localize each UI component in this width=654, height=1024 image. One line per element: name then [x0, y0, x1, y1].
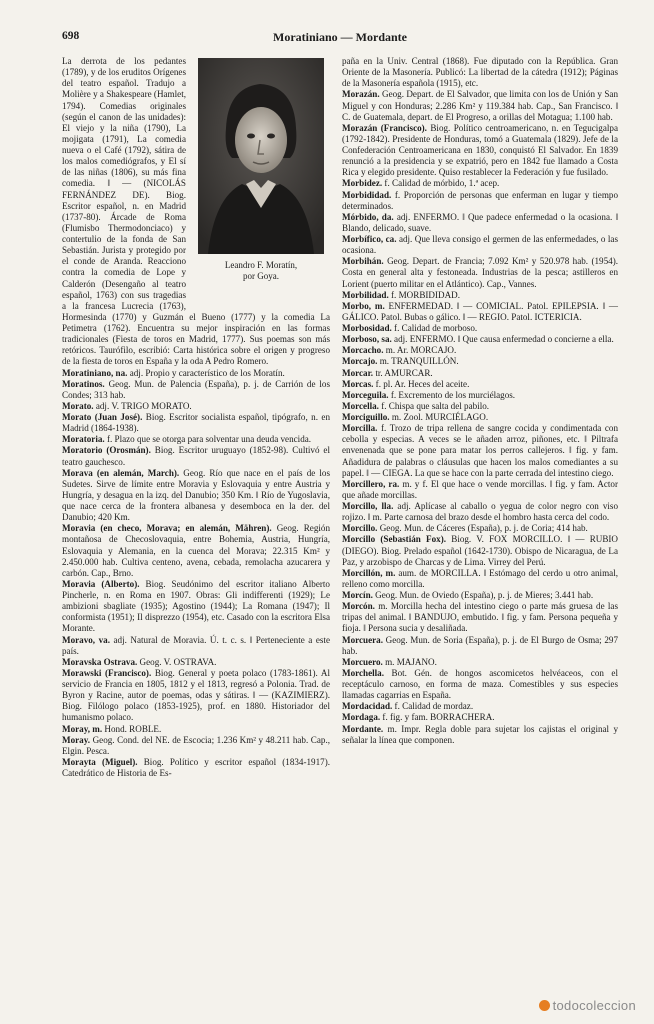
- entry-morbosidad: Morbosidad. f. Calidad de morboso.: [342, 323, 478, 333]
- entry-morcella: Morcella. f. Chispa que salta del pabilo.: [342, 400, 490, 411]
- page-header: [62, 30, 618, 48]
- headword: Morceguila.: [342, 389, 389, 400]
- headword: Morcuera.: [342, 634, 383, 645]
- watermark-text: todocoleccion: [552, 998, 636, 1013]
- entry-text: paña en la Univ. Central (1868). Fue diputado con la República. Gran Oriente de la Masonería. Publicó: La libertad de la cátedra (1912); Páginas de la Masonería española (1915), etc.: [342, 56, 618, 89]
- headword: Moray, m.: [62, 723, 103, 734]
- entry-morcillo-geog: Morcillo. Geog. Mun. de Cáceres (España), p. j. de Coria; 414 hab.: [342, 523, 588, 534]
- entry-moravska-ostrava: Moravska Ostrava. Geog. V. OSTRAVA.: [62, 656, 217, 667]
- headword: Morato.: [62, 400, 94, 411]
- headword: Moratorio (Orosmán).: [62, 445, 151, 456]
- headword: Moratiniano, na.: [62, 367, 128, 378]
- entry-morcillero: Morcillero, ra. m. y f. El que hace o vende morcillas. ‖ fig. y fam. Actor que añade morcillas.: [342, 478, 618, 500]
- page-number: 698: [62, 30, 80, 42]
- entry-morbo: Morbo, m. ENFERMEDAD. ‖ — COMICIAL. Patol. EPILEPSIA. ‖ — GÁLICO. Patol. Bubas o gálico. ‖ — REGIO. Patol. ICTERICIA.: [342, 300, 618, 322]
- running-head: Moratiniano — Mordante: [273, 30, 407, 44]
- entry-morbidez: Morbidez. f. Calidad de mórbido, 1.ª acep.: [342, 178, 500, 189]
- headword: Morcín.: [342, 590, 373, 600]
- entry-morayta: Morayta (Miguel). Biog. Político y escritor español (1834-1917). Catedrático de Historia de Es-: [62, 756, 330, 778]
- headword: Morcuero.: [342, 656, 383, 667]
- entry-morbido: Mórbido, da. adj. ENFERMO. ‖ Que padece enfermedad o la ocasiona. ‖ Blando, delicado, suave.: [342, 211, 619, 233]
- entry-mordacidad: Mordacidad. f. Calidad de mordaz.: [342, 701, 474, 712]
- headword: Morazán.: [342, 89, 380, 100]
- entry-morcar: Morcar. tr. AMURCAR.: [342, 367, 433, 378]
- headword: Morbífico, ca.: [342, 234, 397, 244]
- entry-moravia: Moravia (en checo, Morava; en alemán, Mähren). Geog. Región montañosa de Checoslovaquia, entre Bohemia, Austria, Hungría, Eslovaquia y Alemania, en la cuenca del Morava; 22.315 Km² y 2.450.000 hab. Cultiva centeno, avena, cebada, remolacha azucarera y carbón. Cap., Brno.: [62, 523, 331, 578]
- caption-line-2: por Goya.: [243, 271, 279, 281]
- entry-text: La derrota de los pedantes (1789), y de los eruditos Orígenes del teatro español. Tradujo a Molière y a Shakespeare (Hamlet, 1794). Comedias originales (según el canon de las unidades): El viejo y la niña (1790), La mojigata (1791), La comedia nueva o el Café (1792), sátira de los malos comediógrafos, y El sí de las niñas (1806), su más fina comedia. ‖ — (NICOLÁS FERNÁNDEZ DE). Biog. Escritor español, n. en Madrid (1737-80). Árcade de Roma (Flumisbo Thermodonciaco) y contertulio de la fonda de San Sebastián. Jurista y protegido por el conde de Aranda. Reacciono contra la comedia de Lope y Calderón (Desengaño al teatro español, 1763) con sus tragedias a la francesa Lucrecia (1763), Hormesinda (1770) y Guzmán el Bueno (1777) y la comedia La Petimetra (1762). Encuentra su mejor inspiración en las formas tradicionales (Fiesta de toros en Madrid, 1777). Sus poemas son más retóricos. Taurófilo, escribió: Carta histórica sobre el origen y progreso de la fiesta de toros en España y la oda A Pedro Romero.: [62, 56, 330, 367]
- entry-morbilidad: Morbilidad. f. MORBIDIDAD.: [342, 289, 460, 300]
- entry-morbihan: Morbihán. Geog. Depart. de Francia; 7.092 Km² y 520.978 hab. (1954). Costa en general alta y festoneada. Industrias de la pesca; astilleros en Lorient (puerto militar en el Atlántico). Cap., Vannes.: [342, 256, 618, 289]
- portrait-image: [198, 58, 324, 254]
- portrait-caption: [192, 260, 330, 282]
- entry-morazan-geog: Morazán. Geog. Depart. de El Salvador, que limita con los de Unión y San Miguel y con Honduras; 2.286 Km² y 119.384 hab. Cap., San Francisco. ‖ C. de Guatemala, depart. de El Progreso, a orillas del Motagua; 1.100 hab.: [342, 89, 618, 122]
- entry-moray-hond: Moray, m. Hond. ROBLE.: [62, 723, 162, 734]
- entry-morato: Morato. adj. V. TRIGO MORATO.: [62, 400, 192, 411]
- entry-moratoria: Moratoria. f. Plazo que se otorga para solventar una deuda vencida.: [62, 434, 312, 445]
- entry-morcas: Morcas. f. pl. Ar. Heces del aceite.: [342, 378, 470, 389]
- entry-moratorio: Moratorio (Orosmán). Biog. Escritor uruguayo (1852-98). Cultivó el teatro gauchesco.: [62, 445, 330, 467]
- headword: Morawski (Francisco).: [62, 667, 152, 678]
- headword: Morcillo.: [342, 523, 378, 534]
- headword: Morcillero, ra.: [342, 478, 400, 489]
- entry-morbididad: Morbididad. f. Proporción de personas que enferman en lugar y tiempo determinados.: [342, 189, 618, 211]
- entry-morceguila: Morceguila. f. Excremento de los murciélagos.: [342, 389, 516, 400]
- right-column: [342, 56, 618, 746]
- headword: Mordacidad.: [342, 701, 393, 712]
- entry-morboso: Morboso, sa. adj. ENFERMO. ‖ Que causa enfermedad o concierne a ella.: [342, 334, 614, 345]
- entry-mordante: Mordante. m. Impr. Regla doble para sujetar los cajistas el original y señalar la línea que componen.: [342, 723, 618, 745]
- entry-morcillo-sebastian: Morcillo (Sebastián Fox). Biog. V. FOX MORCILLO. ‖ — RUBIO (DIEGO). Biog. Prelado español (1642-1730). Obispo de Nicaragua, de La Paz, y arzobispo de Charcas y de Lima. Virrey del Perú.: [342, 534, 618, 567]
- headword: Morcilla.: [342, 423, 378, 434]
- headword: Moratoria.: [62, 434, 105, 445]
- entry-moray-geog: Moray. Geog. Cond. del NE. de Escocia; 1.236 Km² y 48.211 hab. Cap., Elgin. Pesca.: [62, 734, 330, 756]
- headword: Morciguillo.: [342, 412, 390, 422]
- footer: [0, 994, 654, 1024]
- entry-moratiniano: Moratiniano, na. adj. Propio y característico de los Moratín.: [62, 367, 285, 378]
- left-column: [62, 56, 330, 779]
- headword: Morcar.: [342, 367, 374, 378]
- headword: Morbosidad.: [342, 323, 392, 333]
- headword: Moray.: [62, 734, 91, 745]
- entry-morcin: Morcín. Geog. Mun. de Oviedo (España), p. j. de Mieres; 3.441 hab.: [342, 590, 594, 600]
- entry-morcacho: Morcacho. m. Ar. MORCAJO.: [342, 345, 457, 356]
- portrait-illustration: [198, 58, 324, 254]
- headword: Moravia (Alberto).: [62, 578, 140, 589]
- headword: Mórbido, da.: [342, 211, 394, 222]
- entry-morcon: Morcón. m. Morcilla hecha del intestino ciego o parte más gruesa de las tripas del animal. ‖ BANDUJO, embutido. ‖ fig. y fam. Persona pequeña y fioja. ‖ Persona sucia y desaliñada.: [342, 601, 618, 634]
- entry-morcuera: Morcuera. Geog. Mun. de Soria (España), p. j. de El Burgo de Osma; 297 hab.: [342, 634, 618, 656]
- entry-morava: Morava (en alemán, March). Geog. Río que nace en el país de los Sudetes. Sirve de límite entre Moravia y Eslovaquia y entre Austria y Hungría, y desagua en la izq. del Danubio; 350 Km. ‖ Río de Yugoslavia, que nace cerca de la frontera albanesa y desemboca en la der. del Danubio; 420 Km.: [62, 467, 330, 523]
- entry-morazan-francisco: Morazán (Francisco). Biog. Político centroamericano, n. en Tegucigalpa (1792-1842). Presidente de Honduras, tomó a Guatemala (1829). Jefe de la Confederación Centroamericana en 1830, conquistó El Salvador. En 1839 renunció a la presidencia y se expatrió, pero en 1842 fue llamado a Costa Rica y elegido presidente. Quiso restablecer la Federación y fue fusilado.: [342, 122, 618, 178]
- headword: Morcajo.: [342, 356, 378, 367]
- entry-morcilla: Morcilla. f. Trozo de tripa rellena de sangre cocida y condimentada con cebolla y especias. A veces se le añaden arroz, piñones, etc. ‖ Piltrafa envenenada que se pone para matar los perros callejeros. ‖ fig. y fam. Añadidura de palabras o cláusulas que hacen los malos comediantes a su papel. ‖ — CIEGA. La que se hace con la parte cerrada del intestino ciego.: [342, 423, 618, 478]
- headword: Morayta (Miguel).: [62, 756, 138, 767]
- headword: Morcacho.: [342, 345, 384, 356]
- entry-moravia-alberto: Moravia (Alberto). Biog. Seudónimo del escritor italiano Alberto Pincherle, n. en Roma en 1907. Obras: Gli indifferenti (1929); Le ambizioni sbagliate (1935); Agostino (1944); La Romana (1947); Il conformista (1951); Il disprezzo (1954), etc. Casado con la escritora Elsa Morante.: [62, 578, 330, 634]
- entry-morbifico: Morbífico, ca. adj. Que lleva consigo el germen de las enfermedades, o las ocasiona.: [342, 234, 618, 256]
- headword: Morcón.: [342, 601, 375, 612]
- headword: Morbihán.: [342, 256, 384, 267]
- headword: Morboso, sa.: [342, 334, 392, 345]
- entry-morciguillo: Morciguillo. m. Zool. MURCIÉLAGO.: [342, 412, 489, 422]
- entry-moravo: Moravo, va. adj. Natural de Moravia. Ú. t. c. s. ‖ Perteneciente a este país.: [62, 634, 330, 656]
- entry-morcillo-adj: Morcillo, lla. adj. Aplícase al caballo o yegua de color negro con viso rojizo. ‖ m. Parte carnosa del brazo desde el hombro hasta cerca del codo.: [342, 501, 618, 523]
- entry-morawski: Morawski (Francisco). Biog. General y poeta polaco (1783-1861). Al servicio de Francia en 1805, 1812 y el 1813, regresó a Polonia. Trad. de Byron y Racine, autor de poemas, odas y sátiras. ‖ — (KAZIMIERZ). Biog. Filólogo polaco (1853-1925), prof. en 1880. Historiador del humanismo polaco.: [62, 667, 330, 723]
- caption-line-1: Leandro F. Moratín,: [224, 260, 298, 270]
- entry-mordaga: Mordaga. f. fig. y fam. BORRACHERA.: [342, 712, 495, 723]
- headword: Mordaga.: [342, 712, 381, 723]
- headword: Moravska Ostrava.: [62, 656, 138, 667]
- entry-morato-juan-jose: Morato (Juan José). Biog. Escritor socialista español, tipógrafo, n. en Madrid (1864-1938).: [62, 412, 331, 434]
- portrait-figure: [192, 58, 330, 302]
- headword: Morbididad.: [342, 189, 392, 200]
- headword: Morcas.: [342, 378, 374, 389]
- headword: Mordante.: [342, 723, 384, 734]
- headword: Morcillón, m.: [342, 567, 396, 578]
- entry-morcajo: Morcajo. m. TRANQUILLÓN.: [342, 356, 459, 367]
- headword: Morava (en alemán, March).: [62, 467, 180, 478]
- entry-morchella: Morchella. Bot. Gén. de hongos ascomicetos helvéaceos, con el receptáculo carnoso, en forma de maza. Comestibles y sus especies llamadas cagarrias en España.: [342, 667, 618, 701]
- headword: Morchella.: [342, 667, 385, 678]
- headword: Morbo, m.: [342, 300, 385, 311]
- headword: Morbilidad.: [342, 289, 389, 300]
- watermark-icon: [539, 1000, 550, 1011]
- headword: Moravia (en checo, Morava; en alemán, Mähren).: [62, 523, 272, 534]
- headword: Morcella.: [342, 400, 379, 411]
- entry-morcillon: Morcillón, m. aum. de MORCILLA. ‖ Estómago del cerdo u otro animal, relleno como morcilla.: [342, 567, 618, 589]
- headword: Moratinos.: [62, 378, 105, 389]
- entry-moratinos: Moratinos. Geog. Mun. de Palencia (España), p. j. de Carrión de los Condes; 313 hab.: [62, 378, 330, 400]
- headword: Morato (Juan José).: [62, 412, 143, 422]
- headword: Morcillo, lla.: [342, 501, 394, 511]
- headword: Morcillo (Sebastián Fox).: [342, 534, 447, 545]
- headword: Moravo, va.: [62, 634, 110, 645]
- entry-morcuero: Morcuero. m. MAJANO.: [342, 656, 437, 667]
- headword: Morbidez.: [342, 178, 383, 189]
- watermark: [539, 998, 636, 1013]
- headword: Morazán (Francisco).: [342, 122, 427, 133]
